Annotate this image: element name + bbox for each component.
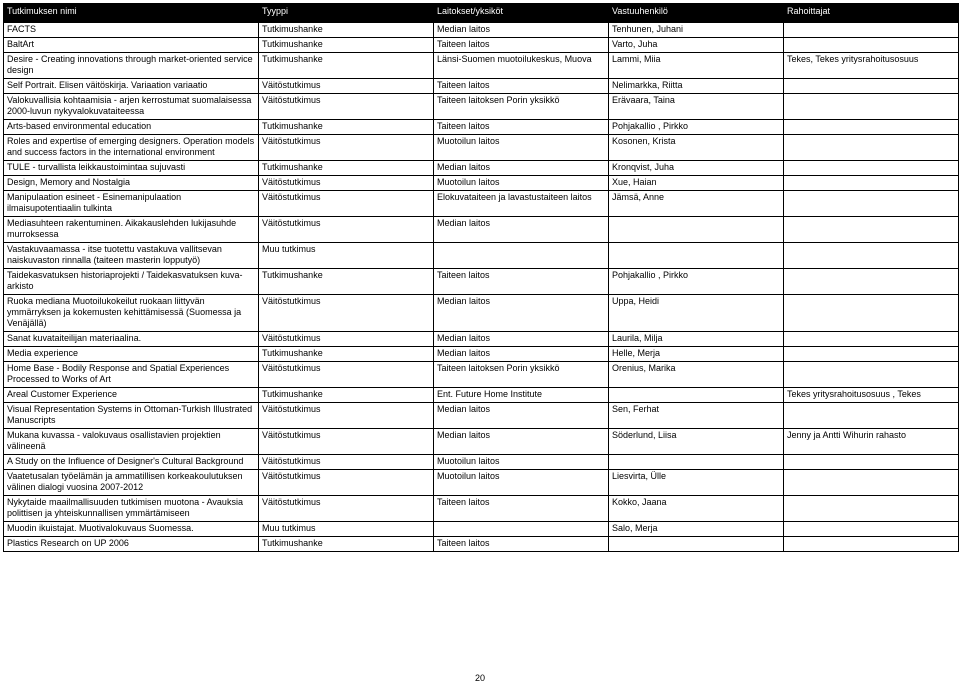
table-row bbox=[4, 243, 959, 269]
page-number: 20 bbox=[474, 673, 485, 683]
table-row bbox=[4, 522, 959, 537]
cell-name: Manipulaation esineet - Esinemanipulaation ilmaisupotentiaalin tulkinta bbox=[4, 191, 259, 217]
table-row bbox=[4, 347, 959, 362]
cell-funders bbox=[784, 38, 959, 53]
cell-units: Taiteen laitos bbox=[434, 537, 609, 552]
cell-responsible: Kosonen, Krista bbox=[609, 135, 784, 161]
cell-name: Home Base - Bodily Response and Spatial Experiences Processed to Works of Art bbox=[4, 362, 259, 388]
table-row bbox=[4, 470, 959, 496]
table-row bbox=[4, 332, 959, 347]
table-row bbox=[4, 362, 959, 388]
cell-type: Tutkimushanke bbox=[259, 161, 434, 176]
cell-name: Valokuvallisia kohtaamisia - arjen kerrostumat suomalaisessa 2000-luvun nykyvalokuvataiteessa bbox=[4, 94, 259, 120]
cell-units: Median laitos bbox=[434, 347, 609, 362]
table-row bbox=[4, 217, 959, 243]
cell-responsible: Xue, Haian bbox=[609, 176, 784, 191]
cell-units: Median laitos bbox=[434, 217, 609, 243]
cell-responsible: Pohjakallio , Pirkko bbox=[609, 120, 784, 135]
cell-units: Elokuvataiteen ja lavastustaiteen laitos bbox=[434, 191, 609, 217]
cell-type: Väitöstutkimus bbox=[259, 470, 434, 496]
table-row bbox=[4, 176, 959, 191]
cell-funders bbox=[784, 362, 959, 388]
cell-responsible: Jämsä, Anne bbox=[609, 191, 784, 217]
cell-units: Median laitos bbox=[434, 295, 609, 332]
table-row bbox=[4, 94, 959, 120]
cell-units: Taiteen laitos bbox=[434, 269, 609, 295]
cell-responsible: Kronqvist, Juha bbox=[609, 161, 784, 176]
cell-name: Taidekasvatuksen historiaprojekti / Taidekasvatuksen kuva-arkisto bbox=[4, 269, 259, 295]
cell-type: Väitöstutkimus bbox=[259, 295, 434, 332]
cell-units: Muotoilun laitos bbox=[434, 176, 609, 191]
cell-name: Arts-based environmental education bbox=[4, 120, 259, 135]
cell-funders bbox=[784, 537, 959, 552]
cell-type: Tutkimushanke bbox=[259, 537, 434, 552]
table-row bbox=[4, 537, 959, 552]
cell-responsible bbox=[609, 217, 784, 243]
cell-responsible bbox=[609, 537, 784, 552]
cell-type: Tutkimushanke bbox=[259, 347, 434, 362]
cell-type: Väitöstutkimus bbox=[259, 176, 434, 191]
cell-funders bbox=[784, 295, 959, 332]
table-row bbox=[4, 429, 959, 455]
cell-type: Tutkimushanke bbox=[259, 269, 434, 295]
table-row bbox=[4, 135, 959, 161]
table-row bbox=[4, 120, 959, 135]
cell-type: Väitöstutkimus bbox=[259, 455, 434, 470]
cell-units: Median laitos bbox=[434, 161, 609, 176]
table-row bbox=[4, 161, 959, 176]
cell-funders bbox=[784, 217, 959, 243]
cell-name: TULE - turvallista leikkaustoimintaa sujuvasti bbox=[4, 161, 259, 176]
cell-responsible: Lammi, Miia bbox=[609, 53, 784, 79]
cell-responsible: Helle, Merja bbox=[609, 347, 784, 362]
column-header-type: Tyyppi bbox=[259, 4, 434, 23]
cell-units: Taiteen laitoksen Porin yksikkö bbox=[434, 362, 609, 388]
cell-name: Desire - Creating innovations through market-oriented service design bbox=[4, 53, 259, 79]
cell-name: Muodin ikuistajat. Muotivalokuvaus Suomessa. bbox=[4, 522, 259, 537]
cell-funders bbox=[784, 455, 959, 470]
table-row bbox=[4, 269, 959, 295]
cell-responsible: Sen, Ferhat bbox=[609, 403, 784, 429]
cell-funders bbox=[784, 496, 959, 522]
cell-name: Design, Memory and Nostalgia bbox=[4, 176, 259, 191]
cell-funders: Tekes, Tekes yritysrahoitusosuus bbox=[784, 53, 959, 79]
cell-responsible: Varto, Juha bbox=[609, 38, 784, 53]
cell-name: Sanat kuvataiteilijan materiaalina. bbox=[4, 332, 259, 347]
cell-units bbox=[434, 522, 609, 537]
cell-type: Väitöstutkimus bbox=[259, 79, 434, 94]
table-header-row bbox=[4, 4, 959, 23]
table-body bbox=[4, 23, 959, 552]
cell-type: Tutkimushanke bbox=[259, 23, 434, 38]
cell-units: Median laitos bbox=[434, 403, 609, 429]
cell-units: Taiteen laitos bbox=[434, 79, 609, 94]
column-header-units: Laitokset/yksiköt bbox=[434, 4, 609, 23]
cell-funders bbox=[784, 191, 959, 217]
cell-funders: Jenny ja Antti Wihurin rahasto bbox=[784, 429, 959, 455]
column-header-funders: Rahoittajat bbox=[784, 4, 959, 23]
cell-responsible: Söderlund, Liisa bbox=[609, 429, 784, 455]
cell-funders bbox=[784, 347, 959, 362]
cell-type: Väitöstutkimus bbox=[259, 429, 434, 455]
cell-name: Vaatetusalan työelämän ja ammatillisen korkeakoulutuksen välinen dialogi vuosina 2007-2012 bbox=[4, 470, 259, 496]
table-row bbox=[4, 388, 959, 403]
cell-funders bbox=[784, 470, 959, 496]
cell-name: Visual Representation Systems in Ottoman-Turkish Illustrated Manuscripts bbox=[4, 403, 259, 429]
cell-responsible: Kokko, Jaana bbox=[609, 496, 784, 522]
cell-units: Muotoilun laitos bbox=[434, 455, 609, 470]
column-header-responsible: Vastuuhenkilö bbox=[609, 4, 784, 23]
cell-responsible: Salo, Merja bbox=[609, 522, 784, 537]
cell-name: Mediasuhteen rakentuminen. Aikakauslehden lukijasuhde murroksessa bbox=[4, 217, 259, 243]
cell-type: Muu tutkimus bbox=[259, 522, 434, 537]
cell-name: Nykytaide maailmallisuuden tutkimisen muotona - Avauksia polittisen ja yhteiskunnallisen ymmärtämiseen bbox=[4, 496, 259, 522]
cell-responsible: Uppa, Heidi bbox=[609, 295, 784, 332]
table-row bbox=[4, 23, 959, 38]
cell-units: Taiteen laitoksen Porin yksikkö bbox=[434, 94, 609, 120]
cell-type: Väitöstutkimus bbox=[259, 496, 434, 522]
cell-name: Roles and expertise of emerging designers. Operation models and success factors in the international environment bbox=[4, 135, 259, 161]
cell-name: Vastakuvaamassa - itse tuotettu vastakuva vallitsevan naiskuvaston rinnalla (taiteen masterin lopputyö) bbox=[4, 243, 259, 269]
cell-funders bbox=[784, 135, 959, 161]
cell-units: Median laitos bbox=[434, 429, 609, 455]
cell-responsible bbox=[609, 243, 784, 269]
cell-type: Tutkimushanke bbox=[259, 388, 434, 403]
cell-type: Väitöstutkimus bbox=[259, 403, 434, 429]
cell-responsible: Erävaara, Taina bbox=[609, 94, 784, 120]
cell-type: Tutkimushanke bbox=[259, 53, 434, 79]
cell-responsible: Orenius, Marika bbox=[609, 362, 784, 388]
cell-responsible: Liesvirta, Ülle bbox=[609, 470, 784, 496]
cell-name: Areal Customer Experience bbox=[4, 388, 259, 403]
cell-name: FACTS bbox=[4, 23, 259, 38]
cell-type: Muu tutkimus bbox=[259, 243, 434, 269]
table-row bbox=[4, 79, 959, 94]
cell-type: Väitöstutkimus bbox=[259, 217, 434, 243]
cell-type: Väitöstutkimus bbox=[259, 94, 434, 120]
cell-funders bbox=[784, 176, 959, 191]
cell-name: Mukana kuvassa - valokuvaus osallistavien projektien välineenä bbox=[4, 429, 259, 455]
cell-name: Self Portrait. Elisen väitöskirja. Variaation variaatio bbox=[4, 79, 259, 94]
cell-units: Muotoilun laitos bbox=[434, 470, 609, 496]
cell-type: Väitöstutkimus bbox=[259, 332, 434, 347]
cell-units: Median laitos bbox=[434, 332, 609, 347]
cell-funders bbox=[784, 94, 959, 120]
cell-funders bbox=[784, 522, 959, 537]
cell-name: BaltArt bbox=[4, 38, 259, 53]
cell-type: Väitöstutkimus bbox=[259, 191, 434, 217]
table-row bbox=[4, 295, 959, 332]
cell-funders bbox=[784, 269, 959, 295]
table-row bbox=[4, 191, 959, 217]
cell-responsible bbox=[609, 455, 784, 470]
cell-funders bbox=[784, 332, 959, 347]
cell-units: Taiteen laitos bbox=[434, 120, 609, 135]
cell-funders: Tekes yritysrahoitusosuus , Tekes bbox=[784, 388, 959, 403]
cell-name: A Study on the Influence of Designer's Cultural Background bbox=[4, 455, 259, 470]
cell-responsible: Laurila, Milja bbox=[609, 332, 784, 347]
table-row bbox=[4, 53, 959, 79]
research-projects-table bbox=[3, 3, 959, 552]
cell-responsible: Pohjakallio , Pirkko bbox=[609, 269, 784, 295]
column-header-name: Tutkimuksen nimi bbox=[4, 4, 259, 23]
cell-type: Tutkimushanke bbox=[259, 38, 434, 53]
cell-funders bbox=[784, 79, 959, 94]
cell-funders bbox=[784, 120, 959, 135]
table-row bbox=[4, 38, 959, 53]
table-row bbox=[4, 403, 959, 429]
cell-units: Taiteen laitos bbox=[434, 496, 609, 522]
cell-funders bbox=[784, 23, 959, 38]
cell-funders bbox=[784, 403, 959, 429]
cell-type: Väitöstutkimus bbox=[259, 362, 434, 388]
table-row bbox=[4, 496, 959, 522]
cell-funders bbox=[784, 161, 959, 176]
cell-units: Muotoilun laitos bbox=[434, 135, 609, 161]
cell-name: Ruoka mediana Muotoilukokeilut ruokaan liittyvän ymmärryksen ja kokemusten kehittämisessä (Suomessa ja Venäjällä) bbox=[4, 295, 259, 332]
cell-name: Plastics Research on UP 2006 bbox=[4, 537, 259, 552]
cell-units: Länsi-Suomen muotoilukeskus, Muova bbox=[434, 53, 609, 79]
cell-type: Väitöstutkimus bbox=[259, 135, 434, 161]
cell-funders bbox=[784, 243, 959, 269]
cell-type: Tutkimushanke bbox=[259, 120, 434, 135]
cell-name: Media experience bbox=[4, 347, 259, 362]
cell-units bbox=[434, 243, 609, 269]
cell-responsible bbox=[609, 388, 784, 403]
cell-units: Ent. Future Home Institute bbox=[434, 388, 609, 403]
cell-units: Median laitos bbox=[434, 23, 609, 38]
cell-units: Taiteen laitos bbox=[434, 38, 609, 53]
table-row bbox=[4, 455, 959, 470]
cell-responsible: Tenhunen, Juhani bbox=[609, 23, 784, 38]
cell-responsible: Nelimarkka, Riitta bbox=[609, 79, 784, 94]
